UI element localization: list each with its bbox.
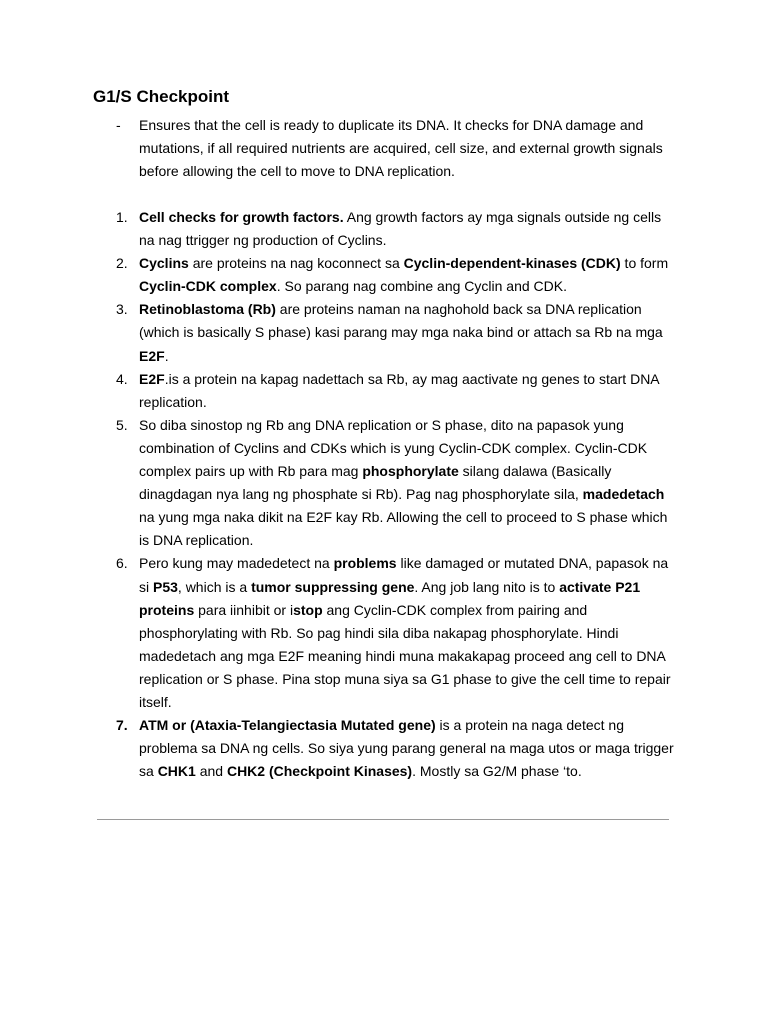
list-item-number: 4. <box>116 370 128 387</box>
bold-term: P53 <box>153 578 178 595</box>
intro-text: Ensures that the cell is ready to duplicate its DNA. It checks for DNA damage and mutations, if all required nutrients are acquired, cell size, and external growth signals before allowing the cell to move to DNA replication. <box>139 117 663 179</box>
bold-term: madedetach <box>582 486 665 503</box>
list-item <box>116 414 674 553</box>
bold-term: E2F <box>139 347 165 364</box>
list-item-number: 1. <box>116 209 128 225</box>
text-run: silang dalawa (Basically dinagdagan nya lang ng phosphate si Rb). Pag nag phosphorylate sila, <box>139 463 612 503</box>
text-run: like damaged or mutated DNA, papasok na si <box>139 555 669 595</box>
text-run: and <box>195 763 227 780</box>
bold-term: tumor suppressing gene <box>251 578 415 595</box>
bold-term: problems <box>333 555 397 572</box>
text-run: . Mostly sa G2/M phase ‘to. <box>412 763 582 780</box>
list-item-number: 6. <box>116 555 128 572</box>
bold-term: E2F <box>139 370 165 387</box>
text-run: So diba sinostop ng Rb ang DNA replication or S phase, dito na papasok yung combination of Cyclins and CDKs which is yung Cyclin-CDK complex. Cyclin-CDK complex pairs up with Rb para mag <box>139 416 648 480</box>
text-run: . <box>164 347 169 364</box>
list-item <box>116 252 674 298</box>
list-item-text <box>139 301 663 363</box>
bold-term: stop <box>293 601 323 618</box>
list-item <box>116 714 674 783</box>
text-run: , which is a <box>177 578 252 595</box>
bold-term: Cyclins <box>139 255 189 272</box>
text-run: is a protein na naga detect ng problema sa DNA ng cells. So siya yung parang general na maga utos or maga trigger sa <box>139 717 674 780</box>
list-item-text <box>139 555 671 710</box>
list-item <box>116 552 674 714</box>
bold-term: CHK1 <box>157 763 196 780</box>
list-item-number: 7. <box>116 717 128 734</box>
text-run: are proteins na nag koconnect sa <box>188 255 404 272</box>
text-run: ang Cyclin-CDK complex from pairing and phosphorylating with Rb. So pag hindi sila diba nakapag phosphorylate. Hindi madedetach ang mga E2F meaning hindi muna makakapag proceed ang cell to DNA replication or S phase. Pina stop muna siya sa G1 phase to give the cell time to repair itself. <box>139 601 671 710</box>
bullet-dash: - <box>116 117 121 133</box>
list-item-text <box>139 255 668 294</box>
text-run: na yung mga naka dikit na E2F kay Rb. Allowing the cell to proceed to S phase which is DNA replication. <box>139 509 668 549</box>
text-run: Ang growth factors ay mga signals outside ng cells na nag ttrigger ng production of Cyclins. <box>139 209 662 249</box>
text-run: . Ang job lang nito is to <box>414 578 560 595</box>
list-item-text <box>139 717 674 779</box>
horizontal-divider <box>97 819 669 820</box>
list-item <box>116 206 674 252</box>
text-run: are proteins naman na naghohold back sa DNA replication (which is basically S phase) kasi parang may mga naka bind or attach sa Rb na mga <box>139 301 663 341</box>
intro-paragraph <box>116 114 676 183</box>
list-item <box>116 368 674 414</box>
text-run: para iinhibit or i <box>194 601 294 618</box>
checkpoint-steps-list <box>116 206 676 783</box>
list-item <box>116 298 674 367</box>
bold-term: ATM or (Ataxia-Telangiectasia Mutated gene) <box>139 717 436 734</box>
bold-term: activate P21 proteins <box>139 578 641 618</box>
bold-term: phosphorylate <box>362 463 459 480</box>
list-item-text <box>139 209 661 248</box>
list-item-text <box>139 371 659 410</box>
bold-term: Cell checks for growth factors. <box>139 209 344 225</box>
page-title: G1/S Checkpoint <box>93 87 230 106</box>
bold-term: CHK2 (Checkpoint Kinases) <box>226 763 413 780</box>
bold-term: Cyclin-dependent-kinases (CDK) <box>403 255 621 272</box>
bold-term: Retinoblastoma (Rb) <box>139 301 276 318</box>
text-run: to form <box>620 255 669 272</box>
text-run: .is a protein na kapag nadettach sa Rb, ay mag aactivate ng genes to start DNA replication. <box>139 370 659 410</box>
list-item-number: 5. <box>116 416 128 433</box>
list-item-number: 3. <box>116 301 128 318</box>
list-item-text <box>139 417 667 548</box>
bold-term: Cyclin-CDK complex <box>139 278 277 295</box>
text-run: Pero kung may madedetect na <box>139 555 334 572</box>
list-item-number: 2. <box>116 255 128 272</box>
text-run: . So parang nag combine ang Cyclin and CDK. <box>276 278 567 295</box>
